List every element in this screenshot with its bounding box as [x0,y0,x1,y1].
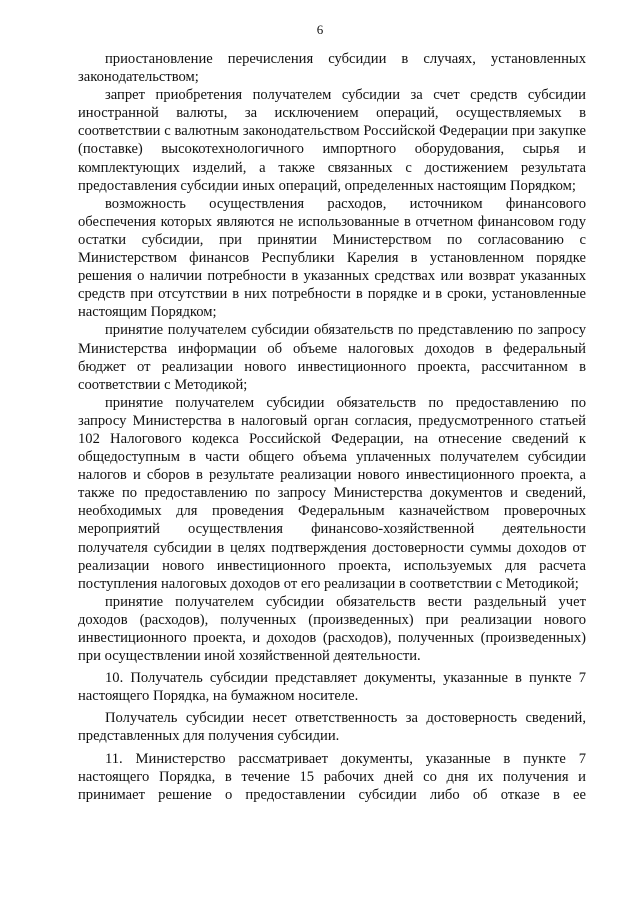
paragraph: Получатель субсидии несет ответственность за достоверность сведений, представленных для получения субсидии. [78,710,586,745]
paragraph: запрет приобретения получателем субсидии за счет средств субсидии иностранной валюты, за исключением операций, осуществляемых в соответствии с валютным законодательством Российской Федерации при закупке (поставке) высокотехнологичного импортного оборудования, сырья и комплектующих изделий, а также связанных с достижением результата предоставления субсидии иных операций, определенных настоящим Порядком; [78,87,586,194]
page-number: 6 [316,22,324,37]
paragraph: приостановление перечисления субсидии в случаях, установленных законодательством; [78,51,586,86]
paragraph: 10. Получатель субсидии представляет документы, указанные в пункте 7 настоящего Порядка, на бумажном носителе. [78,670,586,705]
paragraph: возможность осуществления расходов, источником финансового обеспечения которых являются не использованные в отчетном финансовом году остатки субсидии, при принятии Министерством по согласованию с Министерством финансов Республики Карелия в установленном порядке решения о наличии потребности в указанных средствах или возврат указанных средств при отсутствии в них потребности в порядке и в сроки, установленные настоящим Порядком; [78,195,586,321]
paragraph: принятие получателем субсидии обязательств вести раздельный учет доходов (расходов), полученных (произведенных) при реализации нового инвестиционного проекта, и доходов (расходов), полученных (произведенных) при осуществлении иной хозяйственной деятельности. [78,593,586,665]
paragraph: 11. Министерство рассматривает документы, указанные в пункте 7 настоящего Порядка, в течение 15 рабочих дней со дня их получения и принимает решение о предоставлении субсидии либо об отказе в ее [78,750,586,803]
paragraph: принятие получателем субсидии обязательств по предоставлению по запросу Министерства в налоговый орган согласия, предусмотренного статьей 102 Налогового кодекса Российской Федерации, на отнесение сведений к общедоступным в части общего объема уплаченных получателем субсидии налогов и сборов в результате реализации нового инвестиционного проекта, а также по предоставлению по запросу Министерства документов и сведений, необходимых для проведения Федеральным казначейством проверочных мероприятий осуществления финансово-хозяйственной деятельности получателя субсидии в целях подтверждения достоверности суммы доходов от реализации нового инвестиционного проекта, используемых для расчета поступления налоговых доходов от его реализации в соответствии с Методикой; [78,394,586,592]
document-body [78,50,586,804]
paragraph: принятие получателем субсидии обязательств по представлению по запросу Министерства информации об объеме налоговых доходов в федеральный бюджет от реализации нового инвестиционного проекта, рассчитанном в соответствии с Методикой; [78,322,586,393]
